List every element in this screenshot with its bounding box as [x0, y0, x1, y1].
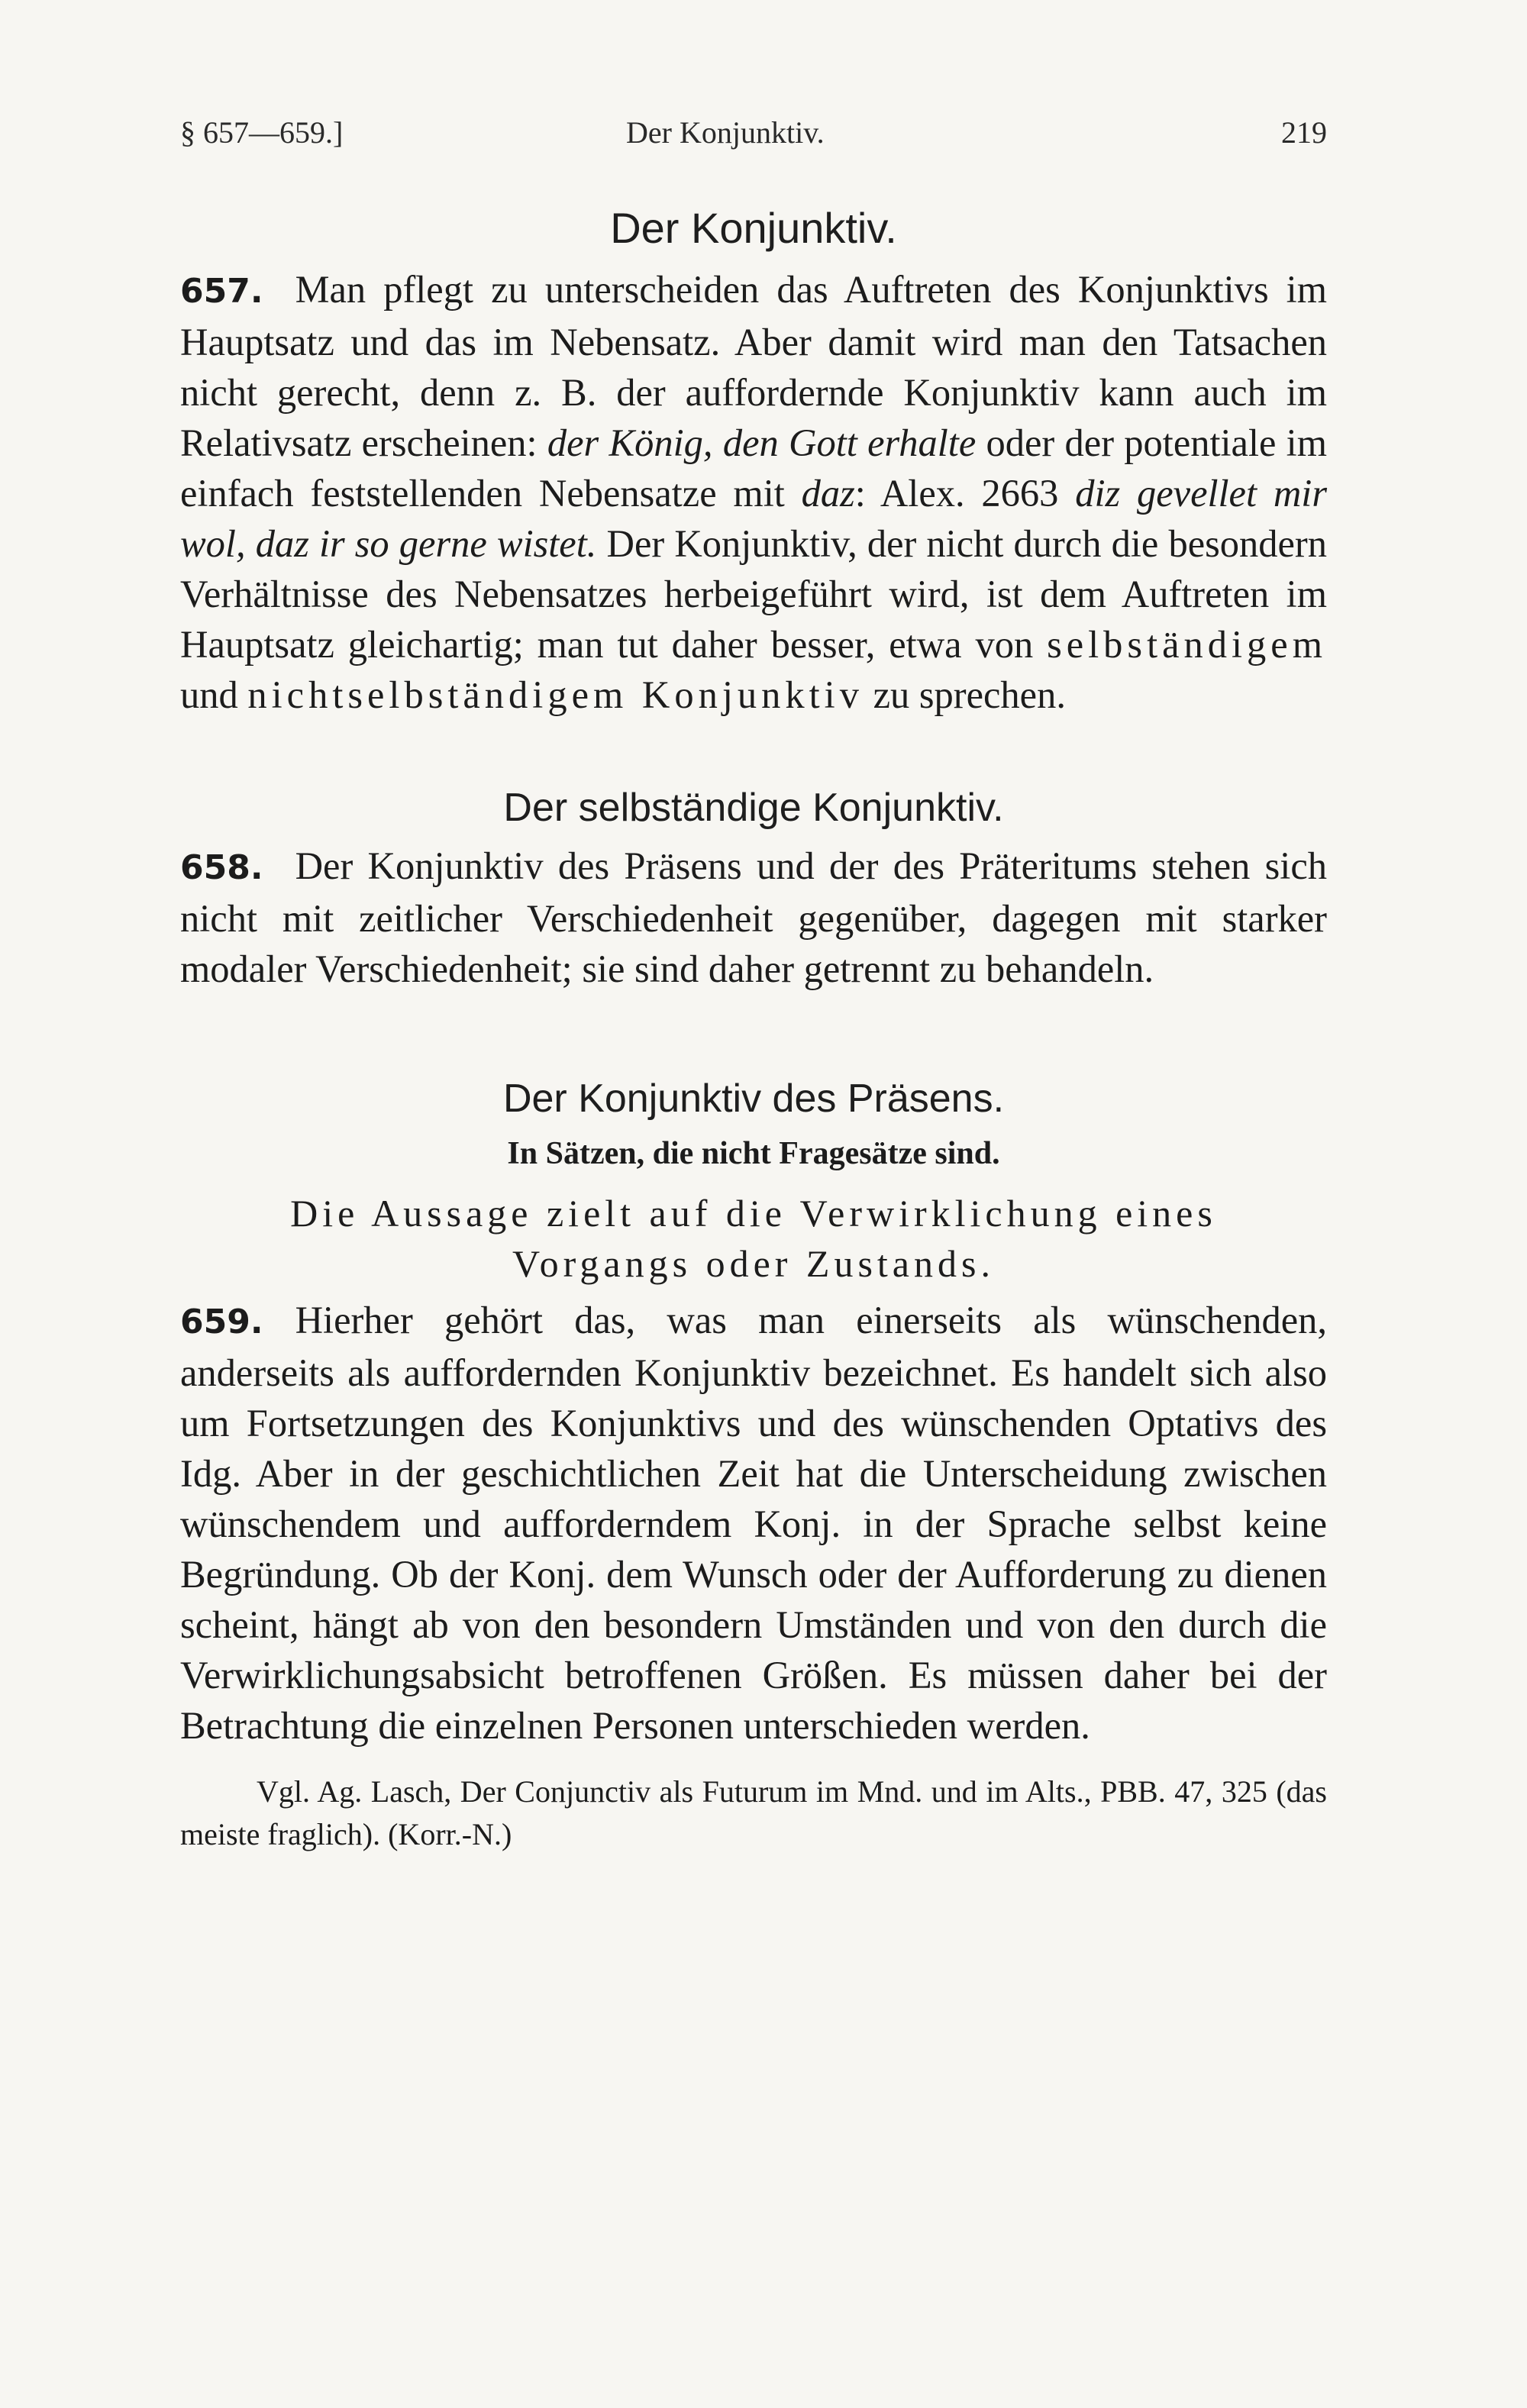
paragraph-657: 657. Man pflegt zu unterscheiden das Auftreten des Konjunktivs im Hauptsatz und das im Nebensatz. Aber damit wird man den Tatsachen nicht gerecht, denn z. B. der auffordernde Konjunktiv kann auch im Relativsatz erscheinen: der König, den Gott erhalte oder der potentiale im einfach feststellenden Nebensatze mit daz: Alex. 2663 diz gevellet mir wol, daz ir so gerne wistet. Der Konjunktiv, der nicht durch die besondern Verhältnisse des Nebensatzes herbeigeführt wird, ist dem Auftreten im Hauptsatz gleichartig; man tut daher besser, etwa von selbständigem und nichtselbständigem Konjunktiv zu sprechen. [180, 268, 1327, 716]
page-number: 219 [1281, 115, 1327, 150]
paragraph-659: 659. Hierher gehört das, was man einerseits als wünschenden, anderseits als auffordernden Konjunktiv bezeichnet. Es handelt sich also um Fortsetzungen des Konjunktivs und des wünschenden Optativs des Idg. Aber in der geschichtlichen Zeit hat die Unterscheidung zwischen wünschendem und aufforderndem Konj. in der Sprache selbst keine Begründung. Ob der Konj. dem Wunsch oder der Aufforderung zu dienen scheint, hängt ab von den besondern Umständen und von den durch die Verwirklichungsabsicht betroffenen Größen. Es müssen daher bei der Betrachtung die einzelnen Personen unterschieden werden. [180, 1299, 1327, 1747]
book-page [180, 115, 1327, 1887]
running-header [180, 115, 1327, 160]
section-number-659: 659. [180, 1302, 263, 1341]
heading-main: Der Konjunktiv. [610, 204, 897, 252]
section-number-658: 658. [180, 848, 263, 887]
example-daz: daz [801, 472, 855, 515]
heading-independent: Der selbständige Konjunktiv. [503, 786, 1004, 830]
example-konig: der König, den Gott erhalte [547, 421, 977, 464]
example-alex: diz gevellet mir wol, daz ir so gerne wistet. [180, 472, 1327, 565]
spaced-line-2: Vorgangs oder Zustands. [512, 1242, 995, 1285]
subheading-non-questions: In Sätzen, die nicht Fragesätze sind. [507, 1136, 1000, 1171]
section-range: § 657—659.] [180, 115, 344, 150]
term-selbstaendig: selbständigem [1047, 623, 1327, 666]
footnote-reference: Vgl. Ag. Lasch, Der Conjunctiv als Futurum im Mnd. und im Alts., PBB. 47, 325 (das meiste fraglich). (Korr.-N.) [180, 1774, 1327, 1851]
paragraph-658: 658. Der Konjunktiv des Präsens und der des Präteritums stehen sich nicht mit zeitlicher Verschiedenheit gegenüber, dagegen mit starker modaler Verschiedenheit; sie sind daher getrennt zu behandeln. [180, 844, 1327, 990]
spaced-line-1: Die Aussage zielt auf die Verwirklichung eines [290, 1192, 1217, 1235]
section-number-657: 657. [180, 272, 263, 311]
term-nichtselbstaendig: nichtselbständigem Konjunktiv [247, 673, 864, 716]
running-title: Der Konjunktiv. [626, 115, 825, 150]
heading-present: Der Konjunktiv des Präsens. [502, 1076, 1005, 1121]
